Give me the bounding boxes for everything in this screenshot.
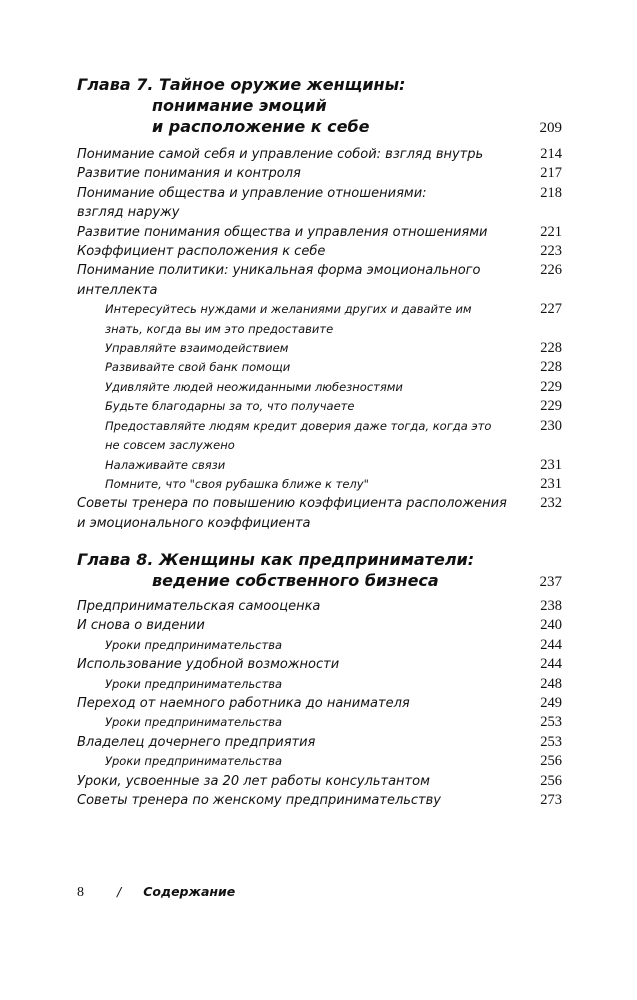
toc-entry-title: Использование удобной возможности bbox=[77, 657, 340, 673]
toc-entry bbox=[77, 339, 562, 358]
chapter-8-title-line-2 bbox=[77, 570, 562, 593]
toc-entry bbox=[77, 145, 562, 164]
toc-entry-title: Уроки предпринимательства bbox=[105, 637, 283, 652]
toc-entry-page: 228 bbox=[540, 340, 562, 357]
toc-entry-page: 226 bbox=[540, 262, 562, 279]
toc-entry bbox=[77, 242, 562, 261]
chapter-7-title-line-2 bbox=[77, 95, 562, 116]
toc-entry-title: Понимание самой себя и управление собой: взгляд внутрь bbox=[77, 147, 484, 162]
toc-entry-page: 230 bbox=[540, 417, 562, 434]
toc-entry-title: Коэффициент расположения к себе bbox=[77, 244, 326, 260]
chapter-8-title-1: Глава 8. Женщины как предприниматели: bbox=[77, 550, 475, 569]
toc-entry-title: Уроки предпринимательства bbox=[105, 676, 283, 691]
toc-entry-page: 214 bbox=[540, 146, 562, 162]
toc-entry-title: Советы тренера по женскому предпринимательству bbox=[77, 793, 441, 809]
chapter-8-title-line-1 bbox=[77, 549, 562, 570]
toc-entry-page: 221 bbox=[540, 223, 562, 240]
toc-entry bbox=[77, 752, 562, 771]
chapter-7-heading bbox=[77, 74, 562, 139]
toc-entry-page: 253 bbox=[540, 714, 562, 731]
toc-entry bbox=[77, 655, 562, 674]
chapter-8-title-2: ведение собственного бизнеса bbox=[152, 571, 439, 590]
toc-entry-page: 238 bbox=[540, 598, 562, 614]
chapter-8-heading bbox=[77, 549, 562, 593]
toc-entry bbox=[77, 675, 562, 694]
toc-entry bbox=[77, 164, 562, 183]
toc-entry-title: Управляйте взаимодействием bbox=[105, 341, 289, 356]
footer-separator: / bbox=[117, 884, 122, 899]
toc-entry-title: Понимание общества и управление отношениями: взгляд наружу bbox=[77, 185, 427, 221]
toc-entry-title: Предпринимательская самооценка bbox=[77, 599, 321, 614]
toc-entry-page: 231 bbox=[540, 456, 562, 473]
toc-entry-page: 256 bbox=[540, 772, 562, 789]
toc-entry-page: 273 bbox=[540, 792, 562, 809]
toc-entry bbox=[77, 713, 562, 732]
toc-entry-page: 229 bbox=[540, 398, 562, 415]
toc-entry bbox=[77, 772, 562, 791]
toc-entry-page: 229 bbox=[540, 378, 562, 395]
toc-entry bbox=[77, 261, 562, 300]
toc-entry-page: 217 bbox=[540, 165, 562, 182]
toc-entry bbox=[77, 223, 562, 242]
footer-section-label: Содержание bbox=[143, 884, 236, 899]
toc-entry-page: 231 bbox=[540, 475, 562, 492]
toc-entry bbox=[77, 475, 562, 494]
toc-entry bbox=[77, 397, 562, 416]
toc-entry-page: 240 bbox=[540, 617, 562, 634]
toc-entry bbox=[77, 358, 562, 377]
toc-entry-title: Предоставляйте людям кредит доверия даже тогда, когда это не совсем заслужено bbox=[105, 418, 492, 453]
chapter-7-title-line-1 bbox=[77, 74, 562, 95]
toc-entry-title: Помните, что "своя рубашка ближе к телу" bbox=[105, 476, 369, 491]
toc-entry bbox=[77, 378, 562, 397]
toc-entry-page: 256 bbox=[540, 753, 562, 770]
toc-entry-title: Удивляйте людей неожиданными любезностями bbox=[105, 379, 403, 394]
toc-entry-title: Переход от наемного работника до нанимателя bbox=[77, 696, 410, 712]
toc-entry-page: 248 bbox=[540, 675, 562, 692]
toc-entry bbox=[77, 733, 562, 752]
toc-entry-page: 223 bbox=[540, 243, 562, 260]
chapter-7-title-2: понимание эмоций bbox=[152, 96, 327, 115]
toc-entry bbox=[77, 300, 562, 339]
toc-entry-page: 227 bbox=[540, 301, 562, 318]
chapter-7-title-3: и расположение к себе bbox=[152, 117, 370, 136]
toc-entry-page: 228 bbox=[540, 359, 562, 376]
toc-entry-page: 244 bbox=[540, 656, 562, 673]
toc-entry-title: И снова о видении bbox=[77, 618, 205, 634]
toc-entry-title: Уроки предпринимательства bbox=[105, 715, 283, 730]
toc-entry bbox=[77, 616, 562, 635]
toc-entry bbox=[77, 636, 562, 655]
toc-entry bbox=[77, 417, 562, 456]
toc-entry bbox=[77, 694, 562, 713]
toc-entry-title: Развивайте свой банк помощи bbox=[105, 360, 291, 375]
toc-entry-page: 232 bbox=[540, 495, 562, 512]
chapter-7-entries bbox=[77, 145, 562, 533]
toc-entry bbox=[77, 494, 562, 533]
chapter-7-page: 209 bbox=[539, 120, 562, 136]
toc-entry-title: Развитие понимания и контроля bbox=[77, 166, 301, 182]
toc-entry bbox=[77, 184, 562, 223]
chapter-7-title-line-3 bbox=[77, 116, 562, 139]
toc-entry-title: Советы тренера по повышению коэффициента расположения и эмоционального коэффициента bbox=[77, 496, 507, 531]
toc-entry-title: Уроки предпринимательства bbox=[105, 754, 283, 769]
toc-entry-page: 244 bbox=[540, 636, 562, 653]
footer-page-number: 8 bbox=[77, 885, 84, 900]
toc-entry bbox=[77, 456, 562, 475]
page-footer bbox=[77, 884, 235, 901]
toc-entry bbox=[77, 597, 562, 616]
toc-entry-title: Интересуйтесь нуждами и желаниями других и давайте им знать, когда вы им это предоставите bbox=[105, 302, 472, 336]
toc-entry-page: 253 bbox=[540, 733, 562, 750]
toc-entry-title: Будьте благодарны за то, что получаете bbox=[105, 399, 355, 414]
toc-entry bbox=[77, 791, 562, 810]
toc-entry-title: Развитие понимания общества и управления отношениями bbox=[77, 224, 488, 240]
chapter-7-title-1: Глава 7. Тайное оружие женщины: bbox=[77, 75, 406, 94]
chapter-8-entries bbox=[77, 597, 562, 810]
toc-entry-page: 218 bbox=[540, 184, 562, 201]
toc-entry-title: Владелец дочернего предприятия bbox=[77, 734, 316, 750]
toc-entry-title: Налаживайте связи bbox=[105, 457, 226, 472]
toc-entry-title: Понимание политики: уникальная форма эмоционального интеллекта bbox=[77, 263, 481, 298]
toc-entry-page: 249 bbox=[540, 695, 562, 712]
toc-entry-title: Уроки, усвоенные за 20 лет работы консультантом bbox=[77, 773, 430, 789]
chapter-8-page: 237 bbox=[539, 574, 562, 590]
